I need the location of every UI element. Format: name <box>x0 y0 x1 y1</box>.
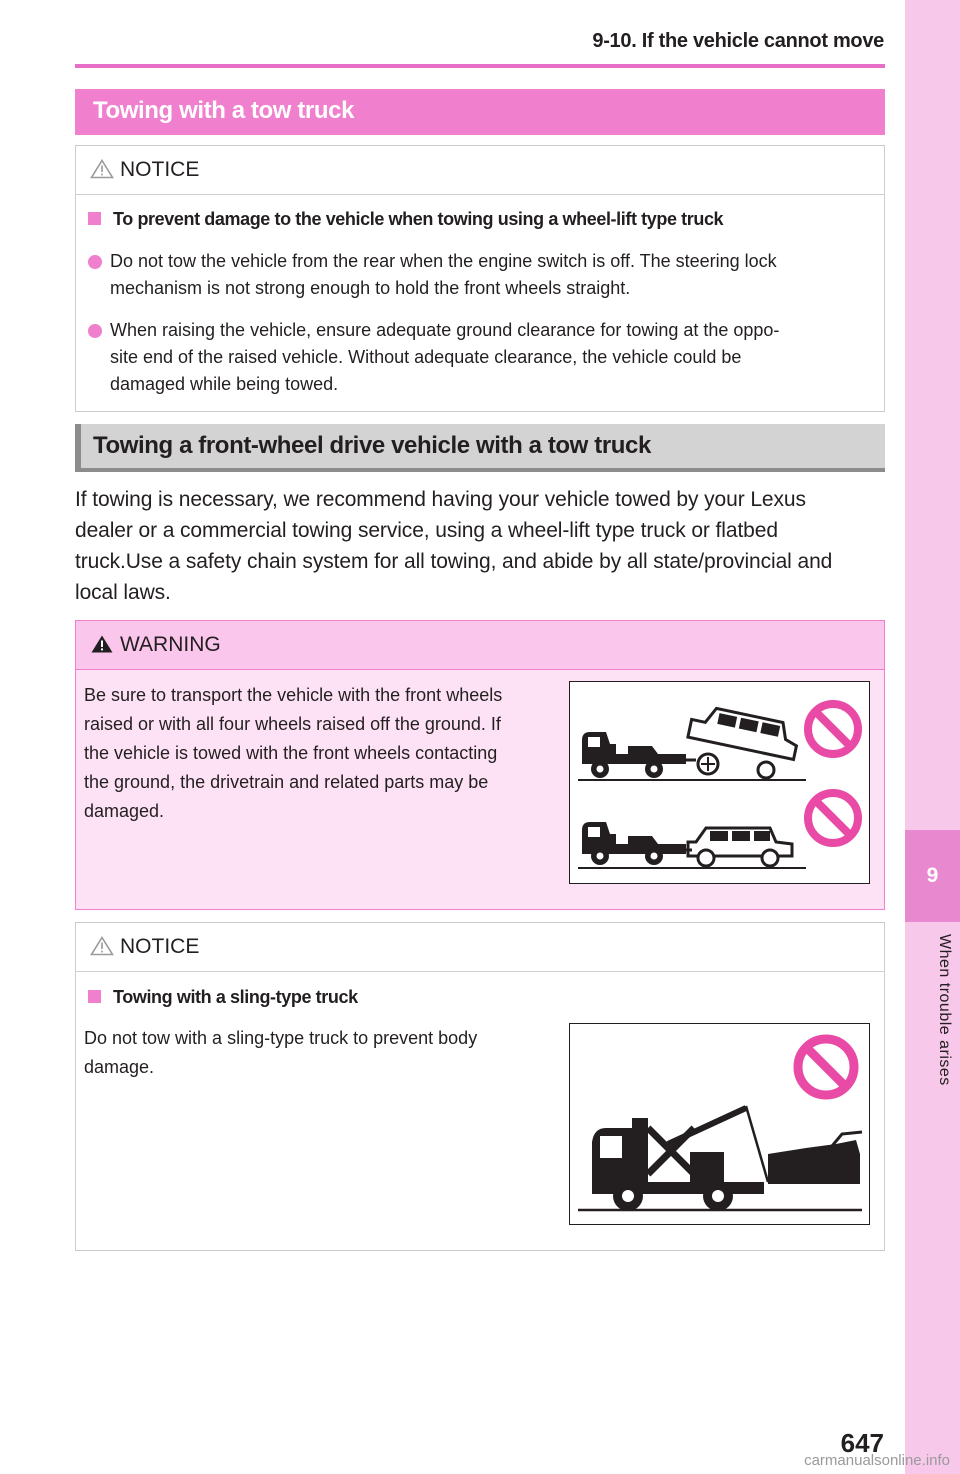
front-wheels-down-illustration <box>569 681 870 884</box>
paragraph-line: dealer or a commercial towing service, using a wheel-lift type truck or flatbed <box>75 519 778 542</box>
paragraph-line: truck.Use a safety chain system for all towing, and abide by all state/provincial and <box>75 550 833 573</box>
paragraph-line: damage. <box>84 1057 155 1077</box>
header-rule <box>75 64 885 68</box>
section-title: Towing a front-wheel drive vehicle with a tow truck <box>93 432 651 459</box>
notice-label: NOTICE <box>120 158 200 181</box>
square-bullet-icon <box>88 990 101 1003</box>
page-number: 647 <box>840 1428 884 1458</box>
section-bar-accent <box>75 424 81 472</box>
warning-triangle-icon <box>90 634 114 654</box>
paragraph-line: If towing is necessary, we recommend having your vehicle towed by your Lexus <box>75 488 806 511</box>
section-bar-front-wheel-drive <box>75 424 885 472</box>
chapter-title: When trouble arises <box>936 934 953 1086</box>
paragraph-line: Do not tow with a sling-type truck to prevent body <box>84 1028 478 1048</box>
paragraph-line: local laws. <box>75 581 171 604</box>
watermark: carmanualsonline.info <box>804 1452 950 1469</box>
warning-label: WARNING <box>120 633 221 656</box>
warning-box <box>75 620 885 910</box>
chapter-side-tab <box>905 0 960 1474</box>
square-bullet-icon <box>88 212 101 225</box>
round-bullet-icon <box>88 255 102 269</box>
paragraph-line: the ground, the drivetrain and related parts may be <box>84 772 489 792</box>
round-bullet-icon <box>88 324 102 338</box>
warning-text <box>84 681 554 826</box>
caution-triangle-icon <box>90 936 114 956</box>
chapter-number: 9 <box>926 864 939 887</box>
intro-paragraph <box>75 484 883 608</box>
prohibited-icon <box>798 1039 854 1095</box>
list-item <box>88 248 868 302</box>
notice-heading-text: To prevent damage to the vehicle when towing using a wheel-lift type truck <box>113 209 724 229</box>
paragraph-line: damaged. <box>84 801 165 821</box>
notice-box <box>75 145 885 412</box>
sling-truck-illustration <box>569 1023 870 1225</box>
section-header-title: 9-10. If the vehicle cannot move <box>592 30 884 52</box>
notice-header <box>76 146 884 195</box>
tow-truck-illustration <box>570 682 869 883</box>
prohibited-icon <box>808 793 858 843</box>
paragraph-line: raised or with all four wheels raised off the ground. If <box>84 714 501 734</box>
section-bar-towing <box>75 89 885 135</box>
bullet-text: When raising the vehicle, ensure adequate ground clearance for towing at the oppo- <box>110 320 780 340</box>
notice-header <box>76 923 884 972</box>
prohibited-icon <box>808 704 858 754</box>
bullet-text: damaged while being towed. <box>110 374 339 394</box>
caution-triangle-icon <box>90 159 114 179</box>
notice-heading <box>88 209 723 230</box>
section-title: Towing with a tow truck <box>93 97 355 124</box>
notice-text <box>84 1024 554 1082</box>
bullet-text: site end of the raised vehicle. Without adequate clearance, the vehicle could be <box>110 347 742 367</box>
bullet-text: mechanism is not strong enough to hold the front wheels straight. <box>110 278 631 298</box>
paragraph-line: the vehicle is towed with the front wheels contacting <box>84 743 498 763</box>
sling-tow-truck-illustration <box>570 1024 869 1224</box>
list-item <box>88 317 868 398</box>
notice-box <box>75 922 885 1251</box>
notice-heading-text: Towing with a sling-type truck <box>113 987 358 1007</box>
bullet-text: Do not tow the vehicle from the rear when the engine switch is off. The steering lock <box>110 251 777 271</box>
notice-label: NOTICE <box>120 935 200 958</box>
warning-header <box>76 621 884 670</box>
paragraph-line: Be sure to transport the vehicle with the front wheels <box>84 685 503 705</box>
notice-heading <box>88 987 358 1008</box>
